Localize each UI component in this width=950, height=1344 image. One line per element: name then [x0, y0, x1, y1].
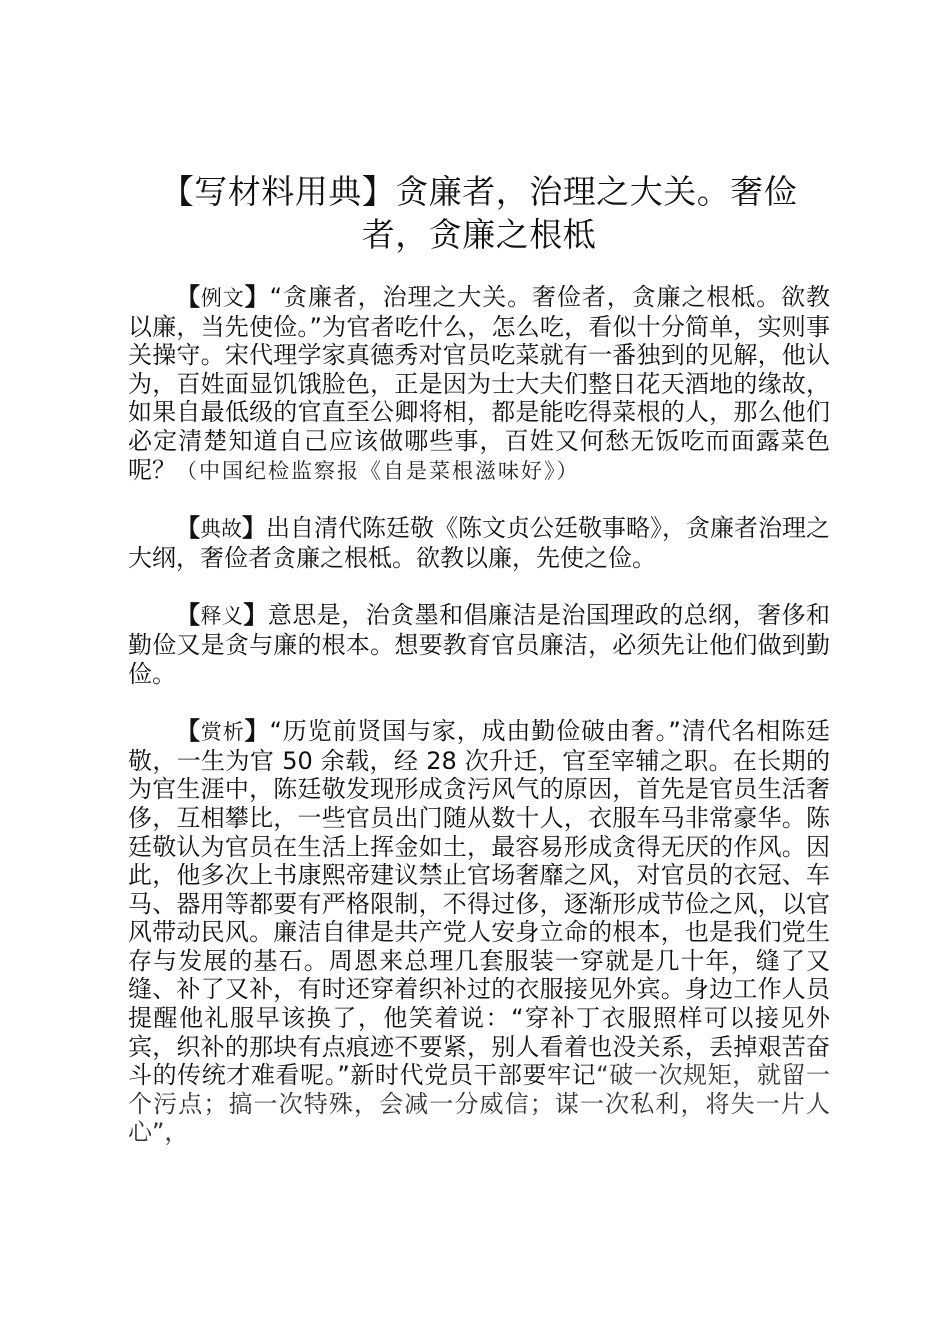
example-text: “贪廉者，治理之大关。奢俭者，贪廉之根柢。欲教以廉，当先使俭。”为官者吃什么，怎么吃，看似十分简单，实则事关操守。宋代理学家真德秀对官员吃菜就有一番独到的见解，他认为，百姓面显饥饿脸色，正是因为士大夫们整日花天酒地的缘故，如果自最低级的官直至公卿将相，都是能吃得菜根的人，那么他们必定清楚知道自己应该做哪些事，百姓又何愁无饭吃而面露菜色呢？	[128, 283, 830, 484]
example-source: （中国纪检监察报《自是菜根滋味好》）	[176, 458, 580, 483]
document-page	[128, 170, 830, 1147]
analysis-tag-label: 赏析	[200, 720, 245, 745]
analysis-text: “历览前贤国与家，成由勤俭破由奢。”清代名相陈廷敬，一生为官 50 余载，经 28 次升迁，官至宰辅之职。在长期的为官生涯中，陈廷敬发现形成贪污风气的原因，首先是官员生活奢侈，互相攀比，一些官员出门随从数十人，衣服车马非常豪华。陈廷敬认为官员在生活上挥金如土，最容易形成贪得无厌的作风。因此，他多次上书康熙帝建议禁止官场奢靡之风，对官员的衣冠、车马、器用等都要有严格限制，不得过侈，逐渐形成节俭之风，以官风带动民风。廉洁自律是共产党人安身立命的根本，也是我们党生存与发展的基石。周恩来总理几套服装一穿就是几十年，缝了又缝、补了又补，有时还穿着织补过的衣服接见外宾。身边工作人员提醒他礼服早该换了，他笑着说：“穿补丁衣服照样可以接见外宾，织补的那块有点痕迹不要紧，别人看着也没关系，丢掉艰苦奋斗的传统才难看呢。”新时代党员干部要牢记	[128, 717, 831, 1090]
example-tag-label: 例文	[200, 286, 245, 310]
paragraph-gap	[128, 688, 830, 717]
document-title: 【写材料用典】贪廉者，治理之大关。奢俭者，贪廉之根柢	[160, 172, 798, 254]
allusion-tag-label: 典故	[200, 517, 242, 542]
analysis-tag: 【赏析】	[176, 717, 270, 746]
analysis-paragraph	[128, 717, 830, 1147]
paragraph-gap	[128, 572, 830, 601]
allusion-paragraph	[128, 514, 830, 572]
meaning-tag: 【释义】	[176, 601, 268, 630]
paragraph-gap	[128, 485, 830, 514]
allusion-text: 出自清代陈廷敬《陈文贞公廷敬事略》，贪廉者治理之大纲，奢俭者贪廉之根柢。欲教以廉，先使之俭。	[128, 514, 830, 572]
meaning-text: 意思是，治贪墨和倡廉洁是治国理政的总纲，奢侈和勤俭又是贪与廉的根本。想要教育官员廉洁，必须先让他们做到勤俭。	[128, 601, 831, 688]
allusion-tag: 【典故】	[176, 514, 266, 543]
example-paragraph	[128, 283, 830, 485]
analysis-quote-tail: “破一次规矩，就留一个污点；搞一次特殊，会减一分威信；谋一次私利，将失一片人心”，	[128, 1061, 830, 1147]
example-tag: 【例文】	[176, 283, 270, 311]
meaning-paragraph	[128, 601, 830, 688]
meaning-tag-label: 释义	[200, 604, 244, 629]
